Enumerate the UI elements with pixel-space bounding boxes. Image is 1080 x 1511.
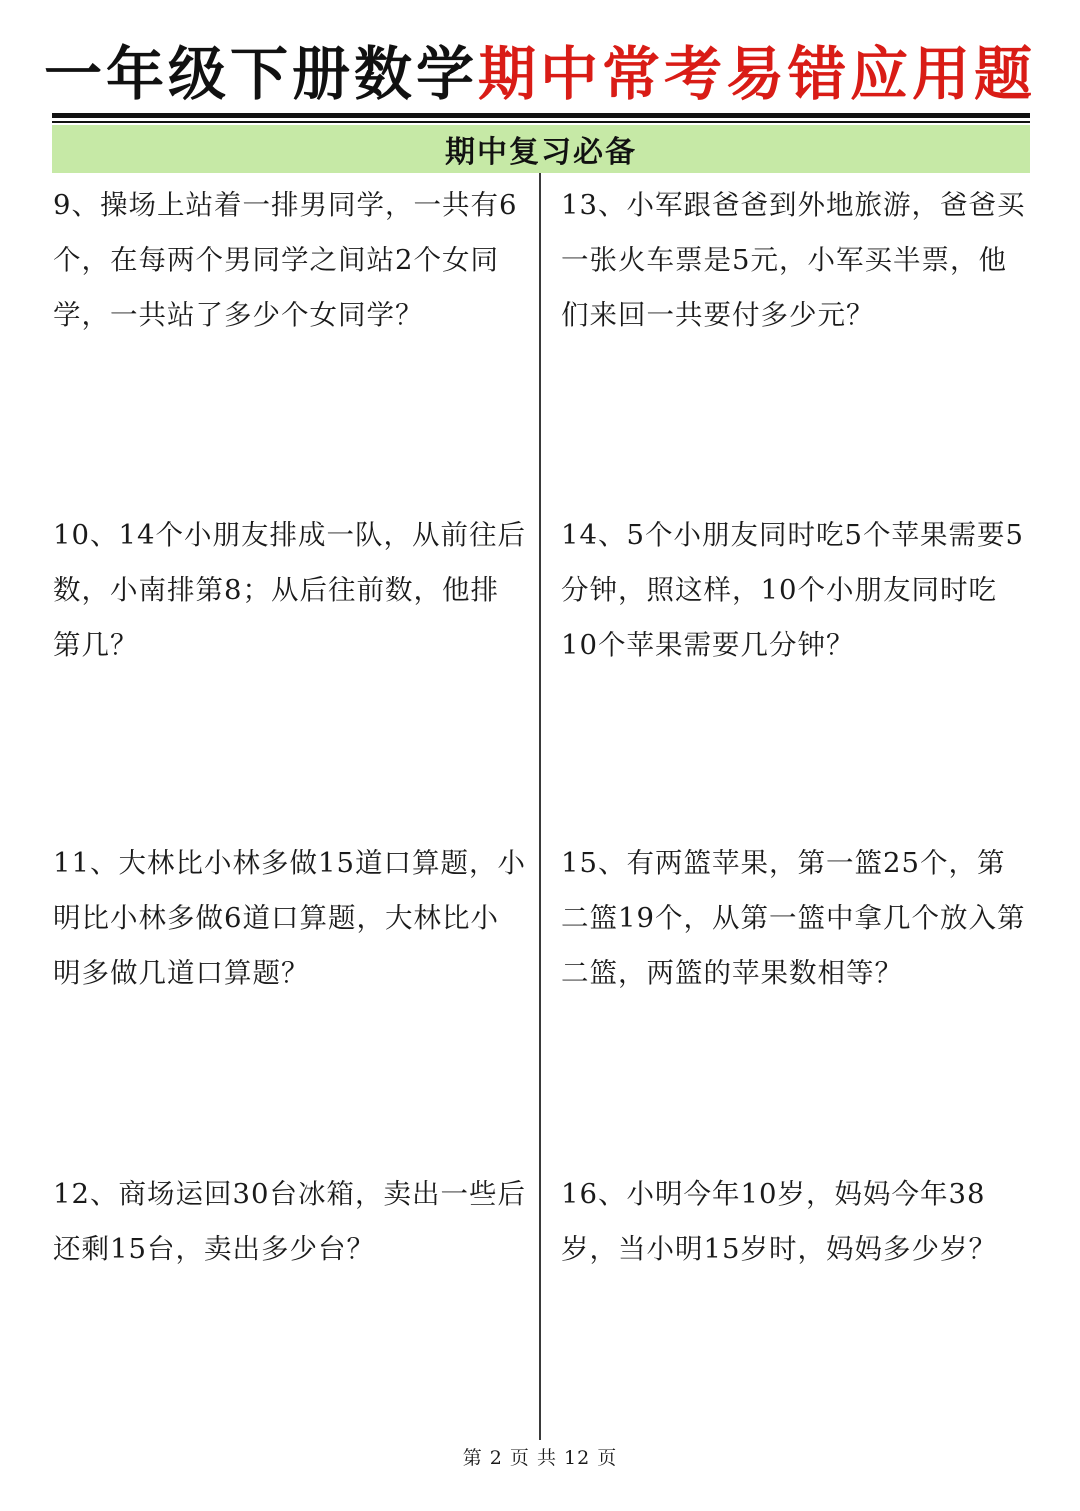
question-11: 11、大林比小林多做15道口算题，小明比小林多做6道口算题，大林比小明多做几道口算题？ xyxy=(53,847,526,989)
question-12: 12、商场运回30台冰箱，卖出一些后还剩15台，卖出多少台？ xyxy=(53,1178,526,1265)
page-number: 第 2 页 共 12 页 xyxy=(462,1447,618,1469)
page-title xyxy=(0,34,1080,114)
question-10: 10、14个小朋友排成一队，从前往后数，小南排第8；从后往前数，他排第几？ xyxy=(53,519,526,661)
title-dark-part: 一年级下册数学 xyxy=(43,40,478,108)
question-9: 9、操场上站着一排男同学，一共有6个，在每两个男同学之间站2个女同学，一共站了多少个女同学？ xyxy=(53,189,518,331)
subtitle-band xyxy=(52,125,1030,173)
question-14: 14、5个小朋友同时吃5个苹果需要5分钟，照这样，10个小朋友同时吃10个苹果需要几分钟？ xyxy=(561,519,1024,661)
question-15: 15、有两篮苹果，第一篮25个，第二篮19个，从第一篮中拿几个放入第二篮，两篮的苹果数相等？ xyxy=(561,847,1026,989)
column-divider xyxy=(539,173,541,1440)
subtitle: 期中复习必备 xyxy=(445,135,637,170)
title-red-part: 期中常考易错应用题 xyxy=(478,40,1037,108)
title-underline-thick xyxy=(52,113,1030,118)
question-13: 13、小军跟爸爸到外地旅游，爸爸买一张火车票是5元，小军买半票，他们来回一共要付多少元？ xyxy=(561,189,1026,331)
title-underline-thin xyxy=(52,121,1030,123)
question-16: 16、小明今年10岁，妈妈今年38岁，当小明15岁时，妈妈多少岁？ xyxy=(561,1178,997,1265)
